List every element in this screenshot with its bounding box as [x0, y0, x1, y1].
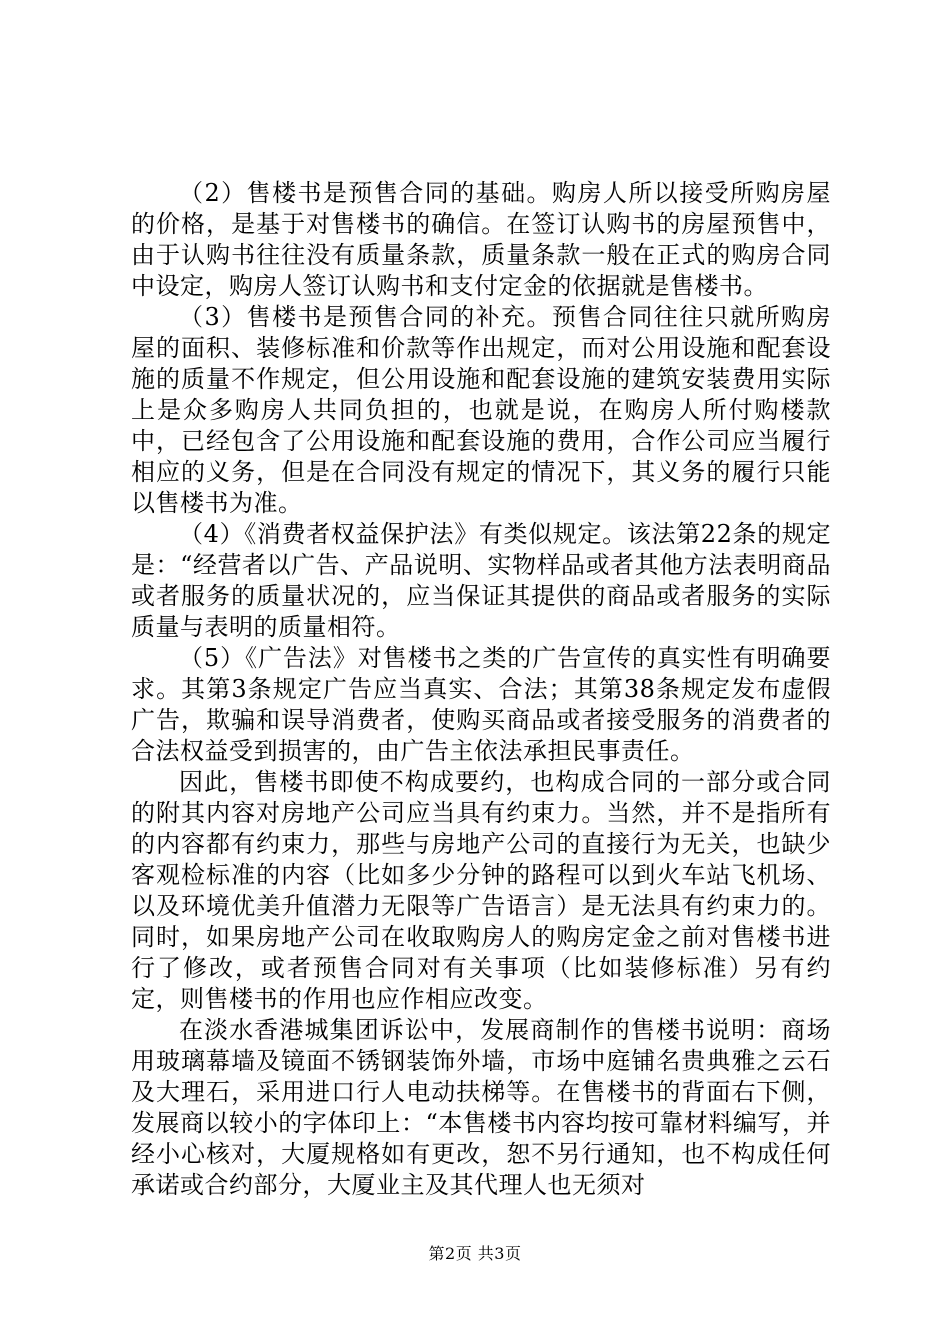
paragraph-6: 在淡水香港城集团诉讼中，发展商制作的售楼书说明：商场用玻璃幕墙及镜面不锈钢装饰外墙，市场中庭铺名贵典雅之云石及大理石，采用进口行人电动扶梯等。在售楼书的背面右下侧，发展商以较小的字体印上：“本售楼书内容均按可靠材料编写，并经小心核对，大厦规格如有更改，恕不另行通知，也不构成任何承诺或合约部分，大厦业主及其代理人也无须对 — [131, 1016, 831, 1199]
paragraph-4: （5）《广告法》对售楼书之类的广告宣传的真实性有明确要求。其第3条规定广告应当真实、合法；其第38条规定发布虚假广告，欺骗和误导消费者，使购买商品或者接受服务的消费者的合法权益受到损害的，由广告主依法承担民事责任。 — [131, 644, 831, 765]
paragraph-5: 因此，售楼书即使不构成要约，也构成合同的一部分或合同的附其内容对房地产公司应当具有约束力。当然，并不是指所有的内容都有约束力，那些与房地产公司的直接行为无关，也缺少客观检标准的内容（比如多少分钟的路程可以到火车站飞机场、以及环境优美升值潜力无限等广告语言）是无法具有约束力的。同时，如果房地产公司在收取购房人的购房定金之前对售楼书进行了修改，或者预售合同对有关事项（比如装修标准）另有约定，则售楼书的作用也应作相应改变。 — [131, 768, 831, 1013]
document-body — [131, 178, 831, 1201]
paragraph-3: （4）《消费者权益保护法》有类似规定。该法第22条的规定是：“经营者以广告、产品说明、实物样品或者其他方法表明商品或者服务的质量状况的，应当保证其提供的商品或者服务的实际质量与表明的质量相符。 — [131, 520, 831, 641]
paragraph-1: （2）售楼书是预售合同的基础。购房人所以接受所购房屋的价格，是基于对售楼书的确信。在签订认购书的房屋预售中，由于认购书往往没有质量条款，质量条款一般在正式的购房合同中设定，购房人签订认购书和支付定金的依据就是售楼书。 — [131, 179, 831, 300]
paragraph-2: （3）售楼书是预售合同的补充。预售合同往往只就所购房屋的面积、装修标准和价款等作出规定，而对公用设施和配套设施的质量不作规定，但公用设施和配套设施的建筑安装费用实际上是众多购房人共同负担的，也就是说，在购房人所付购楼款中，已经包含了公用设施和配套设施的费用，合作公司应当履行相应的义务，但是在合同没有规定的情况下，其义务的履行只能以售楼书为准。 — [131, 303, 831, 517]
page-number-footer: 第2页 共3页 — [428, 1244, 522, 1263]
